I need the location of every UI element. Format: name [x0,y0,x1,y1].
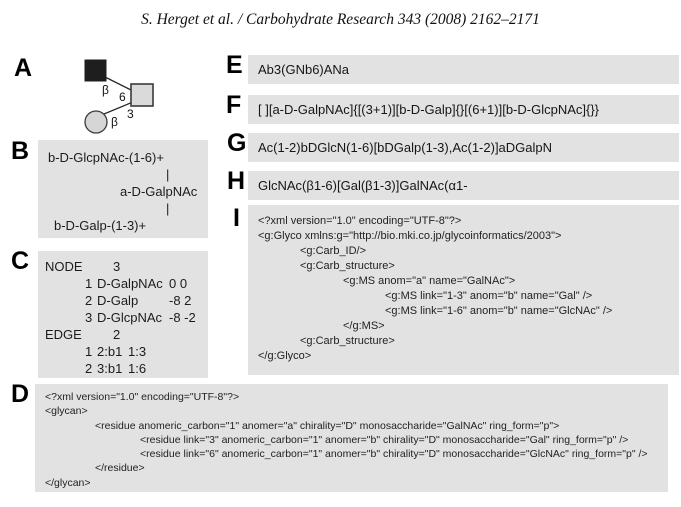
upper-anomer-label: β [102,83,109,97]
xml-line: <g:MS link="1-3" anom="b" name="Gal" /> [385,290,593,302]
panel-f-label: F [226,91,242,119]
node-index: 2 [85,293,93,308]
node-name: D-GalpNAc [97,276,163,291]
edge-index: 2 [85,361,93,376]
node-keyword: NODE [45,259,83,274]
xml-line: <residue link="3" anomeric_carbon="1" anomer="b" chirality="D" monosaccharide="Gal" ring_form="p" /> [140,433,629,446]
xml-line: </g:Glyco> [258,350,312,362]
panel-d-box [35,384,668,492]
edge-header-row [38,326,208,343]
edge-count: 2 [113,327,121,342]
xml-line: <?xml version="1.0" encoding="UTF-8"?> [258,215,462,227]
node-coords: -8 2 [169,293,192,308]
panel-a-label: A [14,54,33,82]
edge-link: 3:b1 [97,361,123,376]
node-header-row [38,258,208,275]
node-coords: -8 -2 [169,310,196,325]
panel-e-label: E [226,51,243,79]
iupac-line: | [166,201,170,216]
xml-line: <g:Glyco xmlns:g="http://bio.mki.co.jp/glycoinformatics/2003"> [258,230,562,242]
lower-linkage-label: 3 [127,107,134,121]
iupac-short-text: GlcNAc(β1-6)[Gal(β1-3)]GalNAc(α1- [258,178,468,193]
panel-c-box [38,251,208,378]
panel-f-box [248,95,679,124]
xml-line: <g:Carb_structure> [300,260,395,272]
upper-linkage-label: 6 [119,90,126,104]
node-count: 3 [113,259,121,274]
panel-i-label: I [233,204,240,232]
node-row [38,275,208,292]
xml-line: <residue link="6" anomeric_carbon="1" anomer="b" chirality="D" monosaccharide="GlcNAc" ring_form="p" /> [140,448,648,461]
panel-d-label: D [11,380,30,408]
iupac-line: b-D-Galp-(1-3)+ [54,218,147,233]
bcsdb-text: Ac(1-2)bDGlcN(1-6)[bDGalp(1-3),Ac(1-2)]aDGalpN [258,140,553,155]
xml-line: <glycan> [45,405,88,418]
panel-i-box [248,205,679,375]
panel-b-box [38,140,208,238]
node-row [38,309,208,326]
edge-pos: 1:6 [128,361,147,376]
iupac-line: | [166,167,170,182]
xml-line: </glycan> [45,476,91,489]
panel-h-box [248,171,679,200]
panel-g-label: G [227,129,247,157]
lower-anomer-label: β [111,115,118,129]
node-index: 3 [85,310,93,325]
filled-square-residue-icon [85,60,106,81]
edge-row [38,343,208,360]
xml-line: <?xml version="1.0" encoding="UTF-8"?> [45,391,240,403]
node-name: D-Galp [97,293,139,308]
iupac-line: a-D-GalpNAc [120,184,198,199]
open-square-residue-icon [131,84,153,106]
panel-h-label: H [227,167,246,195]
edge-row [38,360,208,377]
edge-link: 2:b1 [97,344,123,359]
citation-header: S. Herget et al. / Carbohydrate Research 343 (2008) 2162–2171 [141,11,540,28]
node-row [38,292,208,309]
xml-line: </g:MS> [343,320,385,332]
iupac-line: b-D-GlcpNAc-(1-6)+ [48,150,164,165]
xml-line: <residue anomeric_carbon="1" anomer="a" chirality="D" monosaccharide="GalNAc" ring_form="p"> [95,419,560,432]
linearcode-text: Ab3(GNb6)ANa [258,62,350,77]
edge-keyword: EDGE [45,327,82,342]
xml-line: <g:Carb_ID/> [300,245,367,257]
xml-line: <g:MS anom="a" name="GalNAc"> [343,275,516,287]
panel-g-box [248,133,679,162]
panel-b-label: B [11,137,30,165]
node-name: D-GlcpNAc [97,310,163,325]
xml-line: <g:MS link="1-6" anom="b" name="GlcNAc" /> [385,305,613,317]
open-circle-residue-icon [85,111,107,133]
node-coords: 0 0 [169,276,188,291]
xml-line: <g:Carb_structure> [300,335,395,347]
edge-pos: 1:3 [128,344,147,359]
xml-line: </residue> [95,462,145,475]
glycan-symbol-diagram [75,55,165,140]
node-index: 1 [85,276,93,291]
panel-e-box [248,55,679,84]
panel-c-label: C [11,247,30,275]
edge-index: 1 [85,344,93,359]
linucs-text: [ ][a-D-GalpNAc]{[(3+1)][b-D-Galp]{}[(6+1)][b-D-GlcpNAc]{}} [258,102,600,117]
